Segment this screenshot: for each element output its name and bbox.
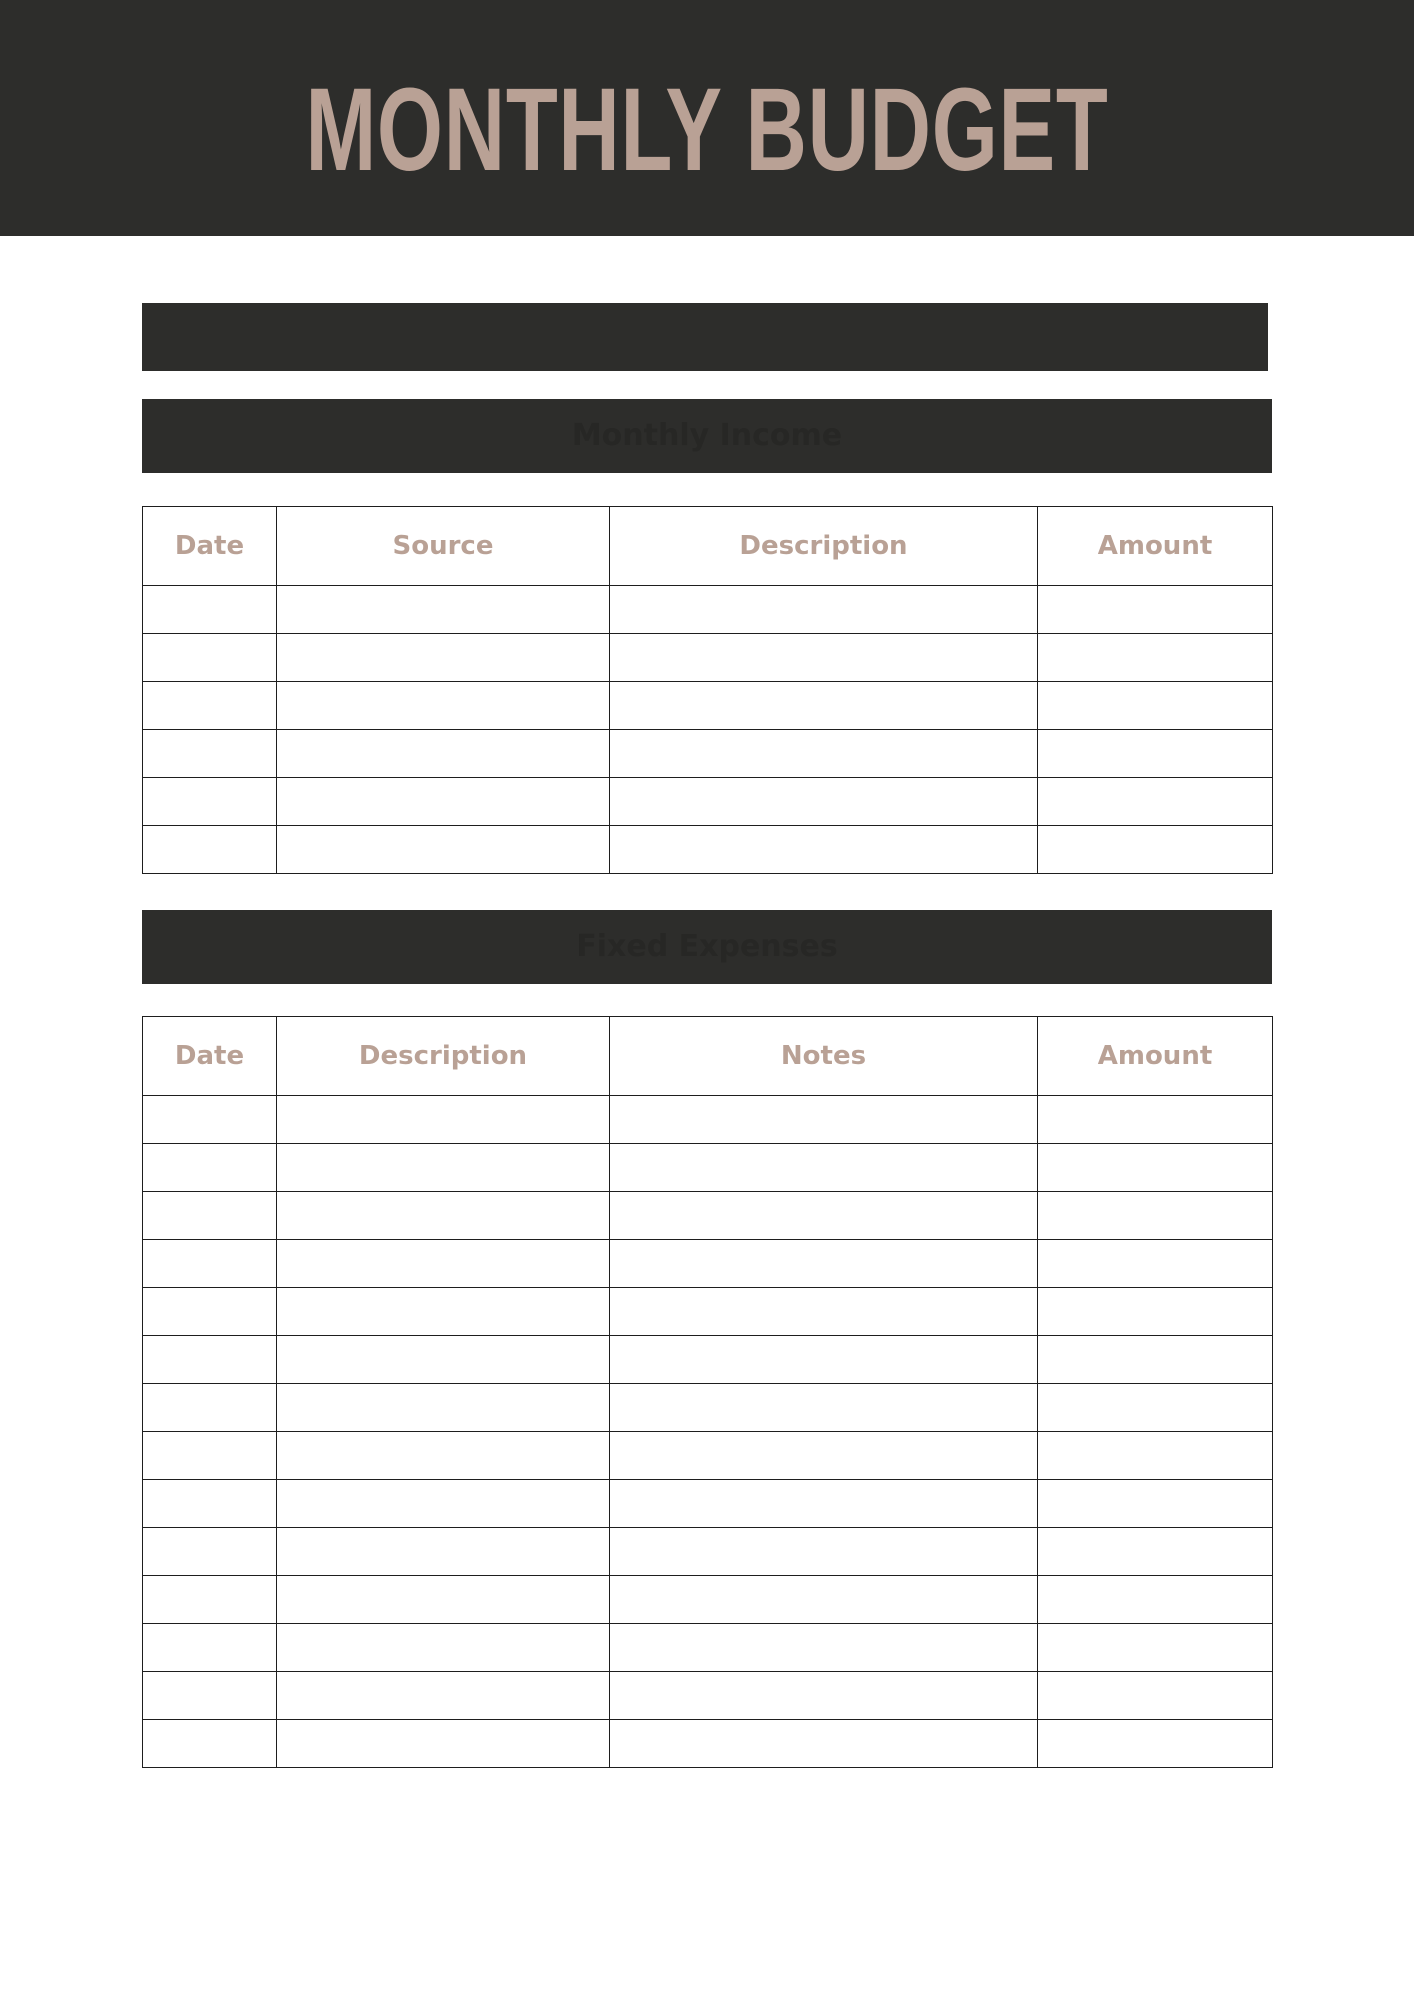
- income-table-cell[interactable]: [1038, 730, 1273, 778]
- expenses-header-row: [143, 1017, 1273, 1096]
- expenses-table-cell[interactable]: [143, 1288, 277, 1336]
- expenses-table-cell[interactable]: [610, 1240, 1038, 1288]
- expenses-table-row: [143, 1576, 1273, 1624]
- income-table-body: [143, 586, 1273, 874]
- expenses-table-cell[interactable]: [143, 1576, 277, 1624]
- expenses-table-row: [143, 1336, 1273, 1384]
- expenses-table-cell[interactable]: [1038, 1384, 1273, 1432]
- header-band: [0, 0, 1414, 236]
- expenses-table-cell[interactable]: [610, 1432, 1038, 1480]
- income-table-row: [143, 586, 1273, 634]
- page-title: MONTHLY BUDGET: [305, 64, 1109, 196]
- expenses-table-cell[interactable]: [610, 1480, 1038, 1528]
- expenses-table-row: [143, 1720, 1273, 1768]
- expenses-table-cell[interactable]: [610, 1288, 1038, 1336]
- expenses-table-cell[interactable]: [143, 1672, 277, 1720]
- expenses-table-cell[interactable]: [610, 1336, 1038, 1384]
- income-table-cell[interactable]: [1038, 586, 1273, 634]
- expenses-table-row: [143, 1432, 1273, 1480]
- income-table-row: [143, 826, 1273, 874]
- expenses-table-row: [143, 1096, 1273, 1144]
- income-table-cell[interactable]: [277, 682, 610, 730]
- income-table-cell[interactable]: [277, 778, 610, 826]
- expenses-table-cell[interactable]: [610, 1144, 1038, 1192]
- income-table-cell[interactable]: [1038, 826, 1273, 874]
- expenses-table-cell[interactable]: [1038, 1720, 1273, 1768]
- expenses-table-row: [143, 1240, 1273, 1288]
- expenses-table-cell[interactable]: [277, 1336, 610, 1384]
- expenses-table-cell[interactable]: [610, 1528, 1038, 1576]
- expenses-table-cell[interactable]: [143, 1432, 277, 1480]
- expenses-table-cell[interactable]: [277, 1720, 610, 1768]
- income-table-row: [143, 730, 1273, 778]
- income-table-cell[interactable]: [610, 682, 1038, 730]
- expenses-table-cell[interactable]: [1038, 1528, 1273, 1576]
- income-header-row: [143, 507, 1273, 586]
- expenses-table-cell[interactable]: [143, 1624, 277, 1672]
- income-table-cell[interactable]: [610, 778, 1038, 826]
- income-table-cell[interactable]: [610, 826, 1038, 874]
- income-table-cell[interactable]: [143, 586, 277, 634]
- income-table-cell[interactable]: [143, 826, 277, 874]
- expenses-table-cell[interactable]: [610, 1672, 1038, 1720]
- expenses-table-cell[interactable]: [610, 1624, 1038, 1672]
- expenses-table-row: [143, 1192, 1273, 1240]
- expenses-table-cell[interactable]: [1038, 1096, 1273, 1144]
- expenses-table-cell[interactable]: [610, 1576, 1038, 1624]
- expenses-table-cell[interactable]: [1038, 1672, 1273, 1720]
- expenses-table-cell[interactable]: [277, 1672, 610, 1720]
- expenses-table-cell[interactable]: [277, 1528, 610, 1576]
- expenses-table-cell[interactable]: [277, 1192, 610, 1240]
- expenses-table-row: [143, 1480, 1273, 1528]
- expenses-table-cell[interactable]: [277, 1624, 610, 1672]
- income-table-cell[interactable]: [143, 730, 277, 778]
- income-table-cell[interactable]: [610, 730, 1038, 778]
- expenses-table-cell[interactable]: [610, 1720, 1038, 1768]
- income-table-row: [143, 634, 1273, 682]
- expenses-table-cell[interactable]: [143, 1336, 277, 1384]
- expenses-table-cell[interactable]: [277, 1480, 610, 1528]
- expenses-table-cell[interactable]: [610, 1384, 1038, 1432]
- income-section-header: Monthly Income: [142, 399, 1272, 473]
- expenses-table-cell[interactable]: [277, 1384, 610, 1432]
- income-table-cell[interactable]: [277, 730, 610, 778]
- expenses-table-cell[interactable]: [1038, 1288, 1273, 1336]
- expenses-table-row: [143, 1624, 1273, 1672]
- expenses-table-row: [143, 1384, 1273, 1432]
- expenses-column-description: Description: [277, 1017, 610, 1096]
- expenses-section-header: Fixed Expenses: [142, 910, 1272, 984]
- expenses-table-cell[interactable]: [1038, 1192, 1273, 1240]
- expenses-table-cell[interactable]: [610, 1096, 1038, 1144]
- expenses-table-cell[interactable]: [143, 1480, 277, 1528]
- expenses-table-cell[interactable]: [1038, 1624, 1273, 1672]
- expenses-table: [142, 1016, 1273, 1768]
- expenses-table-cell[interactable]: [277, 1096, 610, 1144]
- income-table-cell[interactable]: [1038, 682, 1273, 730]
- income-table-cell[interactable]: [143, 634, 277, 682]
- expenses-table-cell[interactable]: [143, 1240, 277, 1288]
- expenses-table-cell[interactable]: [143, 1384, 277, 1432]
- income-table-cell[interactable]: [143, 682, 277, 730]
- expenses-column-date: Date: [143, 1017, 277, 1096]
- income-column-amount: Amount: [1038, 507, 1273, 586]
- expenses-table-row: [143, 1672, 1273, 1720]
- income-table-cell[interactable]: [610, 634, 1038, 682]
- income-table-row: [143, 682, 1273, 730]
- expenses-table-cell[interactable]: [143, 1096, 277, 1144]
- expenses-table-cell[interactable]: [1038, 1144, 1273, 1192]
- expenses-column-notes: Notes: [610, 1017, 1038, 1096]
- expenses-table-cell[interactable]: [277, 1288, 610, 1336]
- blank-banner-bar: [142, 303, 1268, 371]
- income-column-source: Source: [277, 507, 610, 586]
- expenses-table-cell[interactable]: [1038, 1432, 1273, 1480]
- expenses-table-cell[interactable]: [1038, 1480, 1273, 1528]
- expenses-table-cell[interactable]: [143, 1528, 277, 1576]
- expenses-table-cell[interactable]: [143, 1192, 277, 1240]
- expenses-table-cell[interactable]: [1038, 1336, 1273, 1384]
- expenses-table-row: [143, 1528, 1273, 1576]
- income-table-cell[interactable]: [143, 778, 277, 826]
- expenses-table-cell[interactable]: [610, 1192, 1038, 1240]
- income-table-cell[interactable]: [277, 634, 610, 682]
- expenses-table-row: [143, 1288, 1273, 1336]
- expenses-table-cell[interactable]: [277, 1432, 610, 1480]
- income-table-cell[interactable]: [610, 586, 1038, 634]
- expenses-table-cell[interactable]: [1038, 1576, 1273, 1624]
- income-table-cell[interactable]: [277, 826, 610, 874]
- expenses-column-amount: Amount: [1038, 1017, 1273, 1096]
- income-table-row: [143, 778, 1273, 826]
- expenses-table-cell[interactable]: [277, 1240, 610, 1288]
- expenses-table-cell[interactable]: [143, 1144, 277, 1192]
- income-column-description: Description: [610, 507, 1038, 586]
- expenses-table-cell[interactable]: [277, 1576, 610, 1624]
- expenses-table-cell[interactable]: [143, 1720, 277, 1768]
- expenses-table-cell[interactable]: [277, 1144, 610, 1192]
- income-table: [142, 506, 1273, 874]
- expenses-table-row: [143, 1144, 1273, 1192]
- income-table-cell[interactable]: [1038, 778, 1273, 826]
- expenses-table-body: [143, 1096, 1273, 1768]
- income-table-cell[interactable]: [1038, 634, 1273, 682]
- income-column-date: Date: [143, 507, 277, 586]
- expenses-table-cell[interactable]: [1038, 1240, 1273, 1288]
- income-table-cell[interactable]: [277, 586, 610, 634]
